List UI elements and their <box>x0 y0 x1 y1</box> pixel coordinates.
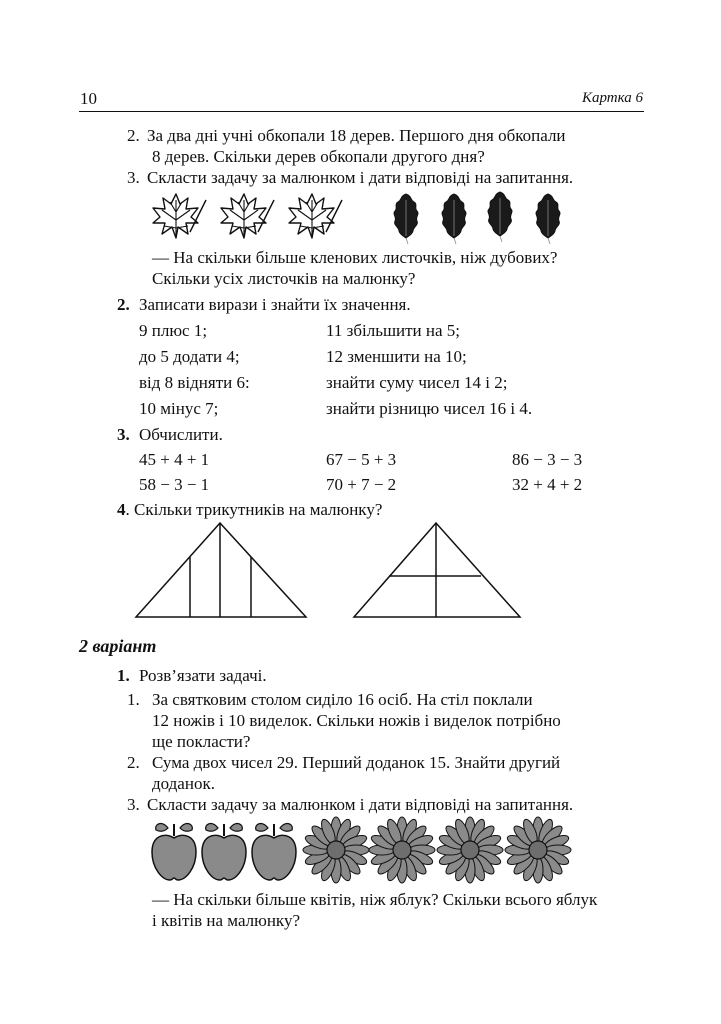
apples-flowers-illustration <box>150 818 590 882</box>
expression-item: знайти суму чисел 14 і 2; <box>326 373 508 392</box>
running-title: Картка 6 <box>582 90 643 106</box>
calc-item: 67 − 5 + 3 <box>326 450 397 469</box>
maple-leaf-icon <box>153 194 206 238</box>
calc-item: 45 + 4 + 1 <box>139 450 210 469</box>
task-number: 2. <box>127 753 140 772</box>
oak-leaf-icon <box>488 192 512 242</box>
task-text-line: Скласти задачу за малюнком і дати відповіді на запитання. <box>147 168 574 187</box>
maple-leaf-icon <box>289 194 342 238</box>
calc-item: 86 − 3 − 3 <box>512 450 583 469</box>
triangle-figure-2 <box>354 523 520 617</box>
task-text-line: Скласти задачу за малюнком і дати відповіді на запитання. <box>147 795 574 814</box>
maple-leaf-icon <box>221 194 274 238</box>
task-text-line: За два дні учні обкопали 18 дерев. Першого дня обкопали <box>147 126 566 145</box>
exercise-title: Розв’язати задачі. <box>139 666 267 685</box>
expression-item: від 8 відняти 6: <box>139 373 250 392</box>
task-text-line: 8 дерев. Скільки дерев обкопали другого дня? <box>152 147 485 166</box>
exercise-title: 4. Скільки трикутників на малюнку? <box>117 500 383 519</box>
question-line: Скільки усіх листочків на малюнку? <box>152 269 416 288</box>
oak-leaf-icon <box>442 194 466 244</box>
task-text-line: За святковим столом сиділо 16 осіб. На стіл поклали <box>152 690 533 709</box>
exercise-number: 1. <box>117 666 130 685</box>
flower-icon <box>303 817 369 883</box>
task-text-line: 12 ножів і 10 виделок. Скільки ножів і виделок потрібно <box>152 711 561 730</box>
triangles-figure <box>136 521 520 621</box>
expression-item: 10 мінус 7; <box>139 399 219 418</box>
apple-icon <box>202 824 246 880</box>
flower-icon <box>505 817 571 883</box>
task-text-line: Сума двох чисел 29. Перший доданок 15. Знайти другий <box>152 753 561 772</box>
expression-item: до 5 додати 4; <box>139 347 240 366</box>
expression-item: знайти різницю чисел 16 і 4. <box>326 399 533 418</box>
apple-icon <box>252 824 296 880</box>
variant-heading: 2 варіант <box>79 636 157 656</box>
calc-item: 70 + 7 − 2 <box>326 475 397 494</box>
header-rule <box>79 111 644 112</box>
expression-item: 9 плюс 1; <box>139 321 208 340</box>
expression-item: 11 збільшити на 5; <box>326 321 461 340</box>
page-number: 10 <box>80 89 97 108</box>
exercise-title: Обчислити. <box>139 425 223 444</box>
task-text-line: доданок. <box>152 774 215 793</box>
task-number: 3. <box>127 168 140 187</box>
exercise-number: 2. <box>117 295 130 314</box>
expression-item: 12 зменшити на 10; <box>326 347 467 366</box>
calc-item: 32 + 4 + 2 <box>512 475 583 494</box>
apple-icon <box>152 824 196 880</box>
task-number: 1. <box>127 690 140 709</box>
exercise-number: 3. <box>117 425 130 444</box>
oak-leaf-icon <box>536 194 560 244</box>
task-number: 3. <box>127 795 140 814</box>
flower-icon <box>437 817 503 883</box>
exercise-title: Записати вирази і знайти їх значення. <box>139 295 411 314</box>
question-line: — На скільки більше квітів, ніж яблук? Скільки всього яблук <box>152 890 598 909</box>
oak-leaf-icon <box>394 194 418 244</box>
flower-icon <box>369 817 435 883</box>
calc-item: 58 − 3 − 1 <box>139 475 210 494</box>
question-line: і квітів на малюнку? <box>152 911 300 930</box>
task-text-line: ще покласти? <box>152 732 251 751</box>
question-line: — На скільки більше кленових листочків, ніж дубових? <box>152 248 558 267</box>
leaves-illustration <box>150 190 570 242</box>
triangle-figure-1 <box>136 523 306 617</box>
task-number: 2. <box>127 126 140 145</box>
